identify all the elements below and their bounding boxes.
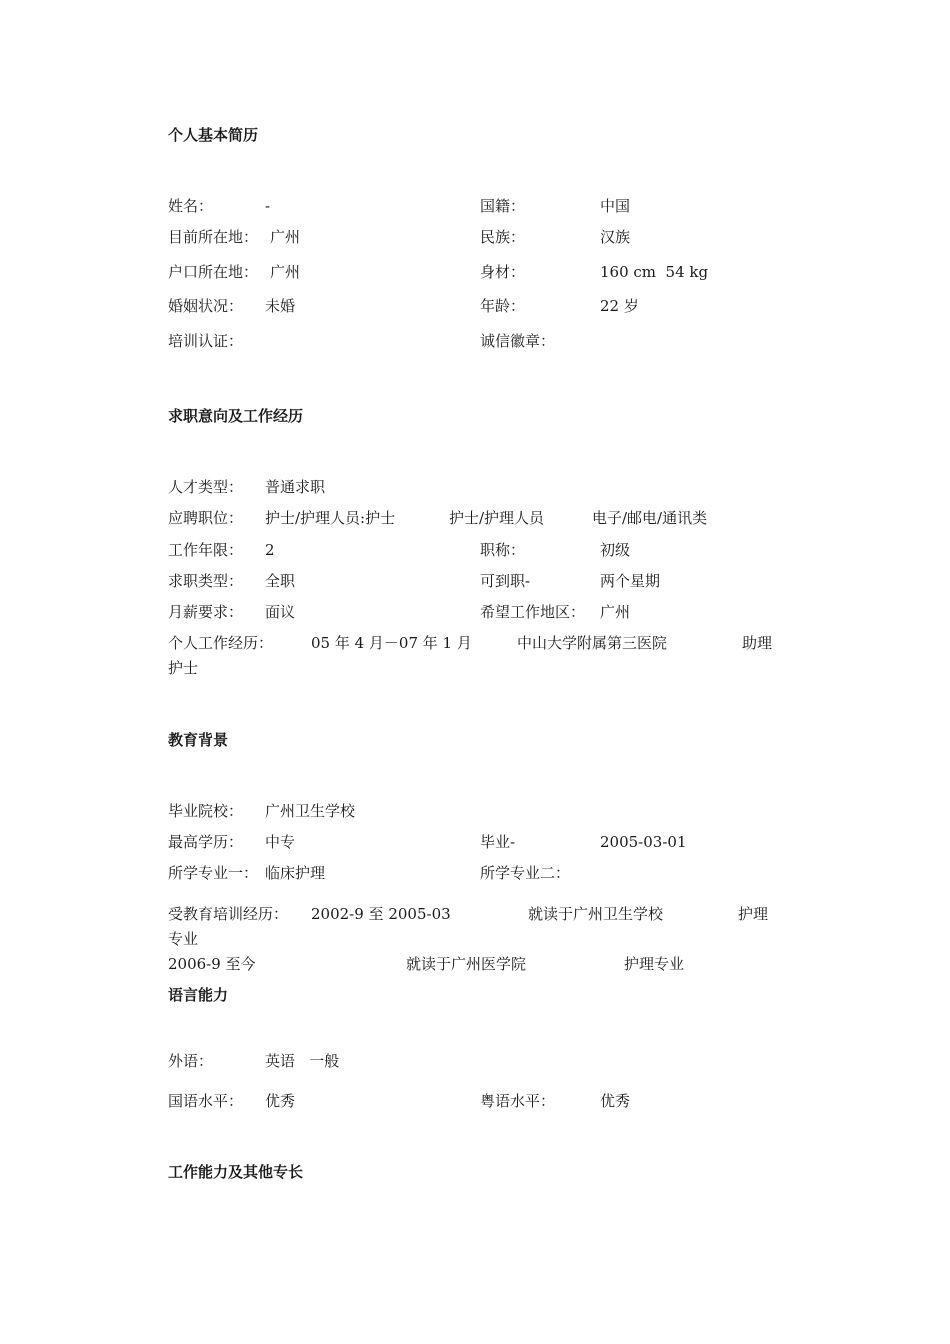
degree-value: 中专 [265, 833, 296, 851]
history1-major-part1: 护理 [738, 905, 769, 923]
mandarin-value: 优秀 [265, 1092, 296, 1110]
cantonese-label: 粤语水平： [480, 1092, 556, 1110]
name-value: - [265, 197, 271, 215]
history2-school: 就读于广州医学院 [406, 955, 527, 973]
section-title-basic: 个人基本简历 [168, 126, 259, 144]
history2-period: 2006-9 至今 [168, 955, 256, 973]
location-label: 目前所在地： [168, 228, 259, 246]
ethnicity-label: 民族： [480, 228, 526, 246]
position-2: 护士/护理人员 [449, 509, 545, 527]
title-label: 职称： [480, 541, 526, 559]
hukou-value: 广州 [270, 263, 301, 281]
talent-label: 人才类型： [168, 478, 244, 496]
nationality-label: 国籍： [480, 197, 526, 215]
cantonese-value: 优秀 [600, 1092, 631, 1110]
type-value: 全职 [265, 572, 296, 590]
area-value: 广州 [600, 603, 631, 621]
history1-major-part2: 专业 [168, 930, 199, 948]
title-value: 初级 [600, 541, 631, 559]
graduation-value: 2005-03-01 [600, 833, 687, 851]
years-label: 工作年限： [168, 541, 244, 559]
age-label: 年龄： [480, 297, 526, 315]
nationality-value: 中国 [600, 197, 631, 215]
experience-period: 05 年 4 月－07 年 1 月 [311, 634, 472, 652]
section-title-education: 教育背景 [168, 731, 229, 749]
major2-label: 所学专业二： [480, 864, 571, 882]
foreign-language-value: 英语 一般 [265, 1052, 340, 1070]
type-label: 求职类型： [168, 572, 244, 590]
school-label: 毕业院校： [168, 802, 244, 820]
position-3: 电子/邮电/通讯类 [592, 509, 708, 527]
position-1: 护士/护理人员:护士 [265, 509, 396, 527]
hukou-label: 户口所在地： [168, 263, 259, 281]
body-label: 身材： [480, 263, 526, 281]
position-label: 应聘职位： [168, 509, 244, 527]
experience-label: 个人工作经历： [168, 634, 274, 652]
education-history-label: 受教育培训经历： [168, 905, 289, 923]
section-title-language: 语言能力 [168, 986, 229, 1004]
available-label: 可到职- [480, 572, 531, 590]
marital-label: 婚姻状况： [168, 297, 244, 315]
graduation-label: 毕业- [480, 833, 516, 851]
training-label: 培训认证： [168, 332, 244, 350]
name-label: 姓名： [168, 197, 214, 215]
location-value: 广州 [270, 228, 301, 246]
available-value: 两个星期 [600, 572, 661, 590]
salary-label: 月薪要求： [168, 603, 244, 621]
experience-role-part2: 护士 [168, 659, 199, 677]
history2-major: 护理专业 [624, 955, 685, 973]
talent-value: 普通求职 [265, 478, 326, 496]
integrity-label: 诚信徽章： [480, 332, 556, 350]
area-label: 希望工作地区： [480, 603, 586, 621]
history1-school: 就读于广州卫生学校 [528, 905, 664, 923]
section-title-job: 求职意向及工作经历 [168, 407, 304, 425]
major1-value: 临床护理 [265, 864, 326, 882]
age-value: 22 岁 [600, 297, 639, 315]
years-value: 2 [265, 541, 275, 559]
salary-value: 面议 [265, 603, 296, 621]
body-value: 160 cm 54 kg [600, 263, 709, 281]
mandarin-label: 国语水平： [168, 1092, 244, 1110]
ethnicity-value: 汉族 [600, 228, 631, 246]
section-title-skills: 工作能力及其他专长 [168, 1163, 304, 1181]
history1-period: 2002-9 至 2005-03 [311, 905, 451, 923]
school-value: 广州卫生学校 [265, 802, 356, 820]
marital-value: 未婚 [265, 297, 296, 315]
major1-label: 所学专业一： [168, 864, 259, 882]
foreign-language-label: 外语： [168, 1052, 214, 1070]
degree-label: 最高学历： [168, 833, 244, 851]
experience-role-part1: 助理 [742, 634, 773, 652]
experience-org: 中山大学附属第三医院 [517, 634, 668, 652]
